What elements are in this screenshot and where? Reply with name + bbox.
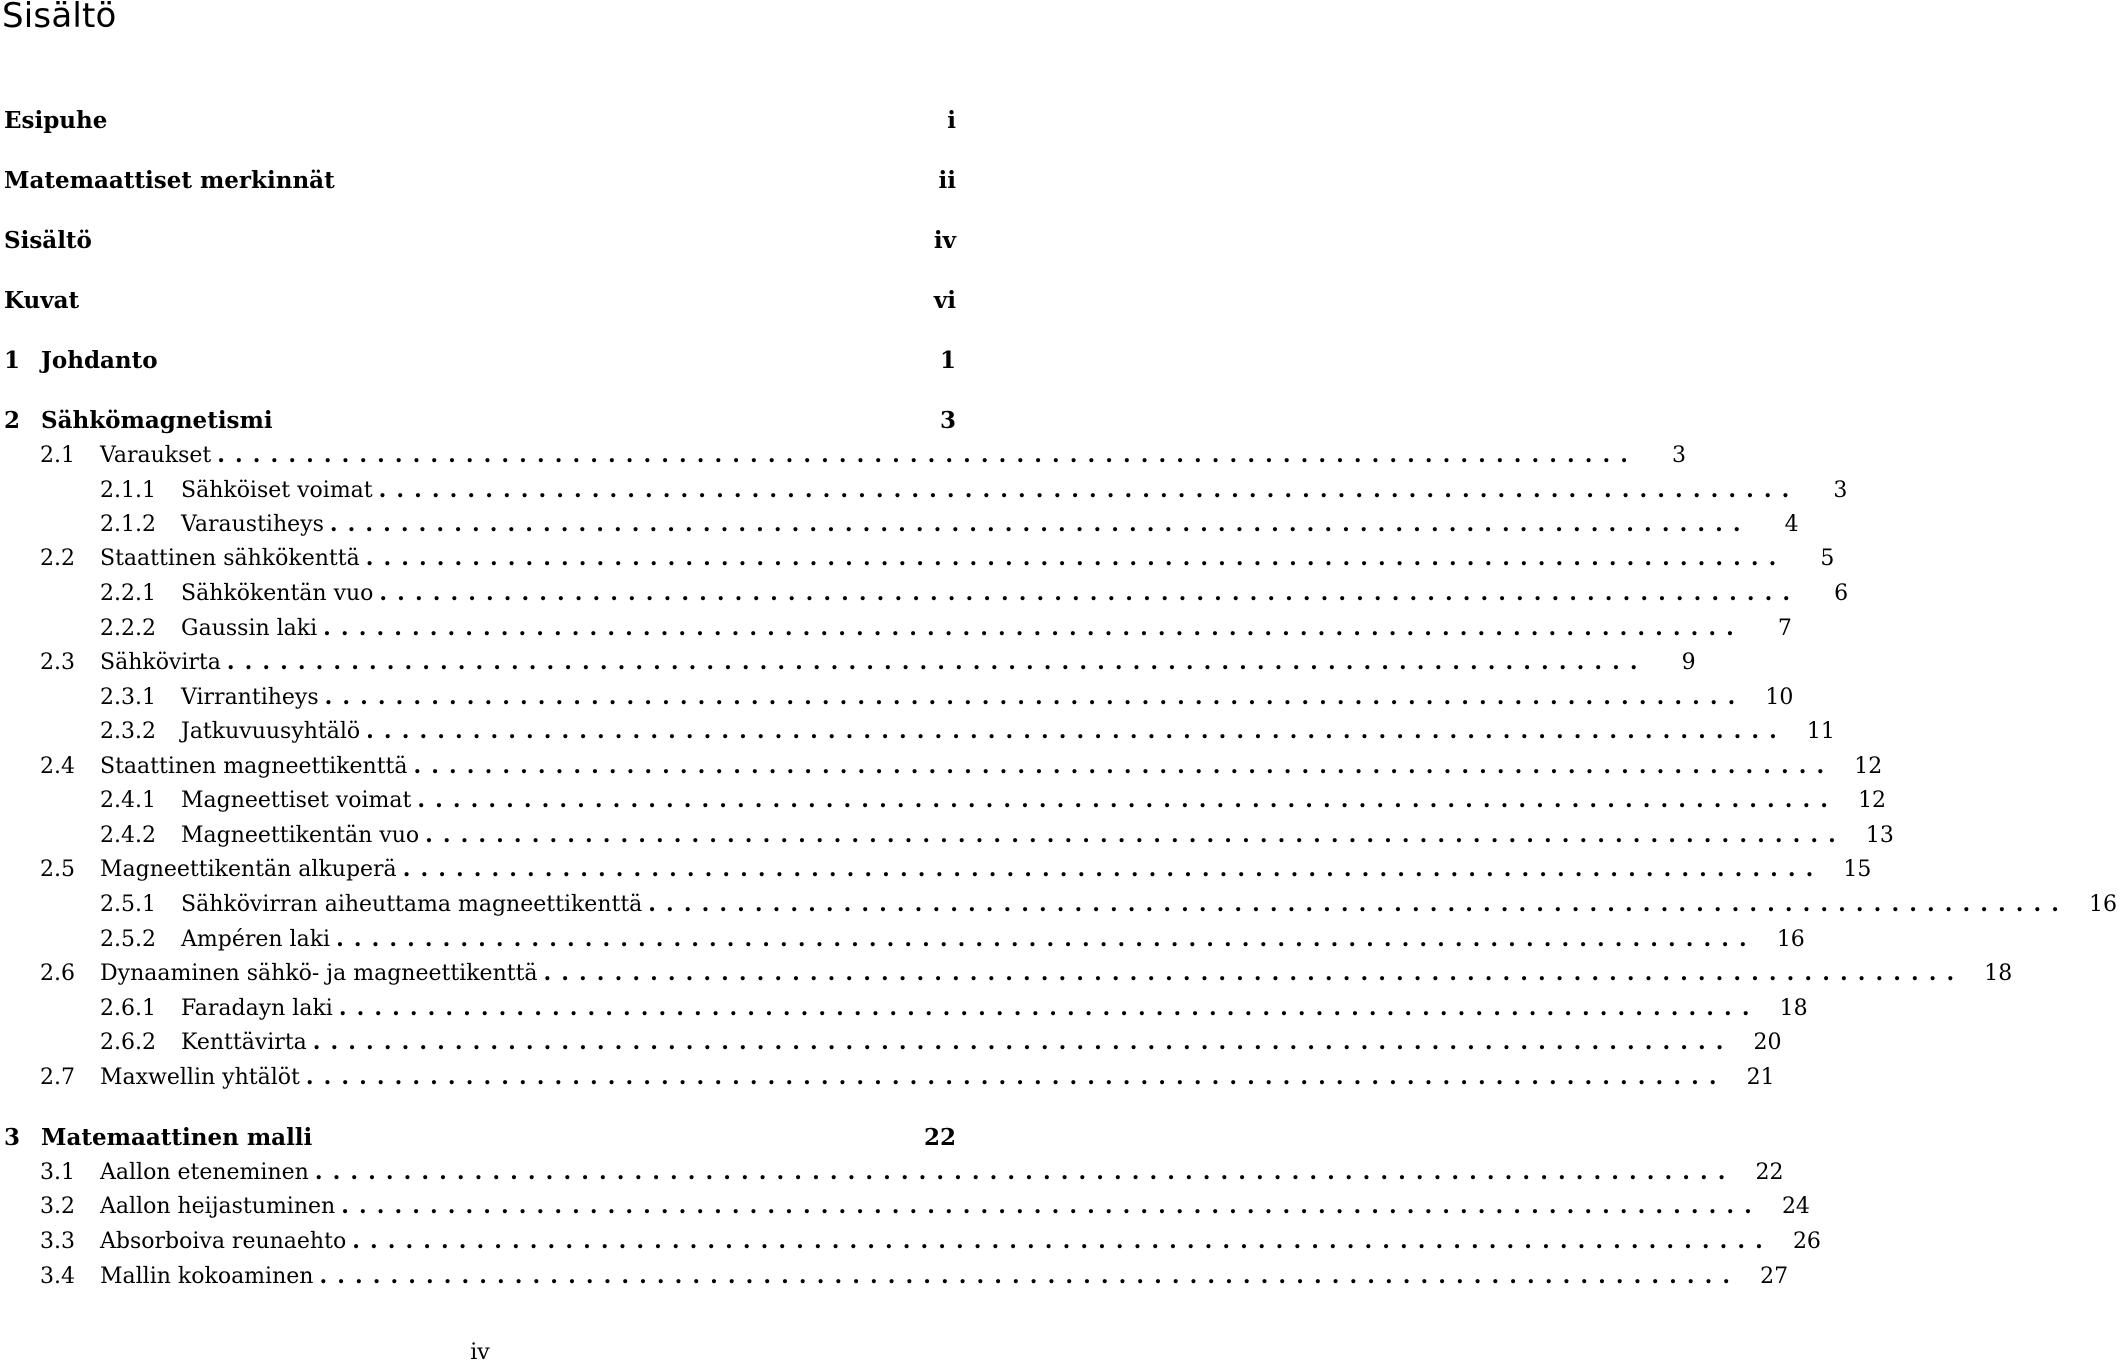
- toc-entry-page: 1: [939, 346, 956, 374]
- toc-entry-number: 2.3.1: [100, 684, 156, 710]
- toc-entry-number: 2.7: [40, 1064, 75, 1090]
- toc-entry-section[interactable]: [0, 1155, 1784, 1189]
- toc-entry-chapter[interactable]: [0, 343, 960, 377]
- toc-leader-dots: ................................................................................: [305, 1064, 1727, 1090]
- toc-entry-subsection[interactable]: [0, 576, 1849, 610]
- toc-leader-dots: ................................................................................: [402, 856, 1824, 882]
- toc-entry-page: 18: [1779, 995, 1808, 1021]
- toc-entry-section[interactable]: [0, 852, 1872, 886]
- toc-entry-title: Ampéren laki: [181, 926, 331, 952]
- toc-entry-title: Dynaaminen sähkö- ja magneettikenttä: [100, 960, 538, 986]
- toc-entry-page: 22: [923, 1123, 956, 1151]
- toc-entry-section[interactable]: [0, 749, 1883, 783]
- toc-entry-title: Staattinen sähkökenttä: [100, 545, 360, 571]
- toc-entry-subsection[interactable]: [0, 714, 1835, 748]
- toc-entry-number: 2.1: [40, 442, 75, 468]
- toc-entry-section[interactable]: [0, 645, 1696, 679]
- toc-leader-dots: ................................................................................: [314, 1159, 1736, 1185]
- toc-entry-number: 2.4.2: [100, 822, 156, 848]
- toc-entry-page: 21: [1746, 1064, 1775, 1090]
- footer-page-number: iv: [470, 1340, 490, 1365]
- toc-entry-number: 3.2: [40, 1193, 75, 1219]
- toc-entry-page: 3: [1833, 477, 1848, 503]
- toc-leader-dots: ................................................................................: [648, 891, 2070, 917]
- toc-entry-number: 3.1: [40, 1159, 75, 1185]
- toc-entry-title: Sähkömagnetismi: [41, 406, 273, 434]
- toc-entry-section[interactable]: [0, 438, 1687, 472]
- toc-entry-page: 24: [1781, 1193, 1810, 1219]
- toc-entry-title: Matemaattinen malli: [41, 1123, 313, 1151]
- toc-entry-title: Sähkökentän vuo: [181, 580, 374, 606]
- toc-leader-dots: ................................................................................: [425, 822, 1846, 848]
- toc-entry-chapter[interactable]: [0, 403, 960, 437]
- toc-entry-title: Sähköiset voimat: [181, 477, 373, 503]
- toc-leader-dots: ................................................................................: [338, 995, 1760, 1021]
- toc-leader-dots: ................................................................................: [329, 511, 1751, 537]
- page-title: Sisältö: [2, 0, 117, 36]
- toc-entry-page: 27: [1760, 1263, 1789, 1289]
- toc-entry-section[interactable]: [0, 1060, 1775, 1094]
- toc-entry-title: Sähkövirta: [100, 649, 221, 675]
- toc-entry-title: Matemaattiset merkinnät: [4, 166, 335, 194]
- toc-entry-number: 2.3.2: [100, 718, 156, 744]
- toc-entry-title: Jatkuvuusyhtälö: [181, 718, 361, 744]
- toc-entry-subsection[interactable]: [0, 783, 1887, 817]
- toc-entry-subsection[interactable]: [0, 818, 1894, 852]
- toc-leader-dots: ................................................................................: [319, 1263, 1741, 1289]
- toc-entry-section[interactable]: [0, 1224, 1821, 1258]
- toc-entry-subsection[interactable]: [0, 507, 1799, 541]
- toc-entry-chapter[interactable]: [0, 283, 960, 317]
- toc-entry-subsection[interactable]: [0, 887, 2118, 921]
- toc-entry-number: 1: [4, 346, 21, 374]
- toc-entry-number: 2.6.1: [100, 995, 156, 1021]
- toc-entry-page: 26: [1792, 1228, 1821, 1254]
- toc-entry-section[interactable]: [0, 541, 1835, 575]
- toc-entry-chapter[interactable]: [0, 163, 960, 197]
- toc-entry-number: 2.4.1: [100, 787, 156, 813]
- toc-leader-dots: ................................................................................: [323, 615, 1744, 641]
- toc-entry-title: Kenttävirta: [181, 1029, 307, 1055]
- toc-entry-title: Johdanto: [41, 346, 158, 374]
- toc-leader-dots: ................................................................................: [413, 753, 1835, 779]
- toc-entry-number: 2.5.2: [100, 926, 156, 952]
- toc-entry-page: 4: [1784, 511, 1799, 537]
- toc-entry-title: Aallon heijastuminen: [100, 1193, 336, 1219]
- toc-entry-page: 3: [1672, 442, 1687, 468]
- toc-entry-title: Magneettiset voimat: [181, 787, 412, 813]
- toc-entry-section[interactable]: [0, 956, 2013, 990]
- toc-entry-section[interactable]: [0, 1259, 1789, 1293]
- toc-entry-number: 2.5: [40, 856, 75, 882]
- toc-leader-dots: ................................................................................: [365, 545, 1787, 571]
- toc-entry-subsection[interactable]: [0, 611, 1792, 645]
- toc-entry-number: 3.4: [40, 1263, 75, 1289]
- toc-entry-number: 2.2.1: [100, 580, 156, 606]
- toc-entry-page: 6: [1834, 580, 1849, 606]
- toc-entry-number: 2.5.1: [100, 891, 156, 917]
- toc-entry-page: 16: [1776, 926, 1805, 952]
- toc-leader-dots: ................................................................................: [312, 1029, 1734, 1055]
- toc-entry-subsection[interactable]: [0, 922, 1805, 956]
- toc-entry-title: Virrantiheys: [181, 684, 319, 710]
- toc-entry-number: 2.3: [40, 649, 75, 675]
- toc-entry-page: iv: [933, 226, 956, 254]
- toc-entry-subsection[interactable]: [0, 473, 1848, 507]
- toc-leader-dots: ................................................................................: [336, 926, 1757, 952]
- toc-entry-page: 22: [1755, 1159, 1784, 1185]
- toc-entry-page: 16: [2089, 891, 2118, 917]
- toc-leader-dots: ................................................................................: [366, 718, 1787, 744]
- toc-entry-chapter[interactable]: [0, 103, 960, 137]
- toc-entry-number: 3.3: [40, 1228, 75, 1254]
- toc-entry-number: 2.4: [40, 753, 75, 779]
- toc-entry-page: 9: [1681, 649, 1696, 675]
- toc-entry-page: 20: [1753, 1029, 1782, 1055]
- toc-leader-dots: ................................................................................: [352, 1228, 1773, 1254]
- toc-entry-title: Mallin kokoaminen: [100, 1263, 314, 1289]
- toc-entry-title: Maxwellin yhtälöt: [100, 1064, 300, 1090]
- toc-entry-title: Absorboiva reunaehto: [100, 1228, 347, 1254]
- toc-entry-number: 2: [4, 406, 21, 434]
- toc-entry-number: 3: [4, 1123, 21, 1151]
- toc-entry-page: 3: [939, 406, 956, 434]
- toc-leader-dots: ................................................................................: [324, 684, 1746, 710]
- toc-entry-page: 18: [1984, 960, 2013, 986]
- toc-entry-title: Kuvat: [4, 286, 80, 314]
- toc-entry-title: Aallon eteneminen: [100, 1159, 309, 1185]
- toc-leader-dots: ................................................................................: [226, 649, 1648, 675]
- toc-entry-title: Magneettikentän alkuperä: [100, 856, 397, 882]
- toc-entry-title: Sisältö: [4, 226, 92, 254]
- toc-entry-number: 2.1.1: [100, 477, 156, 503]
- toc-entry-page: ii: [938, 166, 956, 194]
- toc-leader-dots: ................................................................................: [379, 580, 1801, 606]
- toc-leader-dots: ................................................................................: [543, 960, 1965, 986]
- toc-entry-subsection[interactable]: [0, 991, 1808, 1025]
- toc-entry-title: Esipuhe: [4, 106, 108, 134]
- toc-leader-dots: ................................................................................: [378, 477, 1800, 503]
- toc-entry-number: 2.1.2: [100, 511, 156, 537]
- toc-entry-page: 13: [1865, 822, 1894, 848]
- toc-entry-page: 10: [1765, 684, 1794, 710]
- toc-entry-title: Varaustiheys: [181, 511, 324, 537]
- toc-leader-dots: ................................................................................: [417, 787, 1839, 813]
- toc-entry-section[interactable]: [0, 1189, 1810, 1223]
- toc-entry-page: 12: [1854, 753, 1883, 779]
- toc-entry-number: 2.6: [40, 960, 75, 986]
- toc-leader-dots: ................................................................................: [341, 1193, 1762, 1219]
- toc-entry-title: Staattinen magneettikenttä: [100, 753, 408, 779]
- toc-entry-page: 5: [1820, 545, 1835, 571]
- toc-entry-title: Sähkövirran aiheuttama magneettikenttä: [181, 891, 643, 917]
- toc-entry-number: 2.2.2: [100, 615, 156, 641]
- toc-entry-subsection[interactable]: [0, 1025, 1782, 1059]
- toc-entry-number: 2.2: [40, 545, 75, 571]
- toc-entry-chapter[interactable]: [0, 1120, 960, 1154]
- toc-entry-number: 2.6.2: [100, 1029, 156, 1055]
- toc-entry-page: 15: [1843, 856, 1872, 882]
- toc-entry-page: 7: [1777, 615, 1792, 641]
- toc-entry-title: Faradayn laki: [181, 995, 333, 1021]
- toc-entry-title: Gaussin laki: [181, 615, 318, 641]
- toc-entry-page: 12: [1858, 787, 1887, 813]
- toc-entry-title: Magneettikentän vuo: [181, 822, 420, 848]
- toc-entry-page: vi: [933, 286, 956, 314]
- toc-leader-dots: ................................................................................: [217, 442, 1639, 468]
- toc-entry-page: i: [947, 106, 956, 134]
- toc-entry-subsection[interactable]: [0, 680, 1794, 714]
- toc-entry-page: 11: [1806, 718, 1835, 744]
- toc-entry-chapter[interactable]: [0, 223, 960, 257]
- toc-entry-title: Varaukset: [100, 442, 212, 468]
